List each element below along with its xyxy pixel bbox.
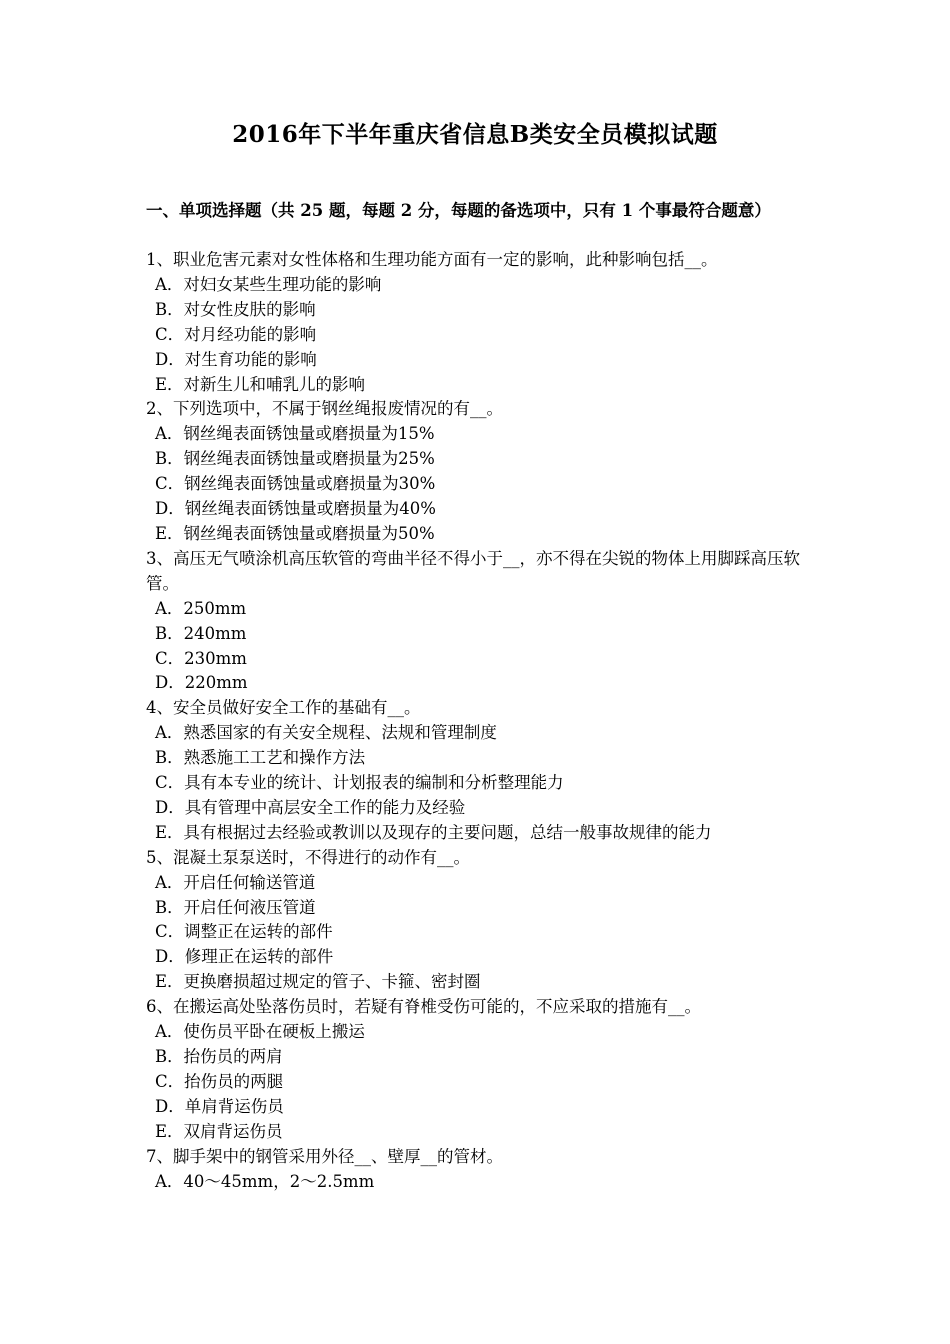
answer-option: A．250mm <box>155 598 247 618</box>
question-3 <box>146 547 810 696</box>
answer-option: B．开启任何液压管道 <box>155 897 316 917</box>
answer-option: E．更换磨损超过规定的管子、卡箍、密封圈 <box>155 972 481 992</box>
question-2 <box>146 397 810 546</box>
answer-option: C．钢丝绳表面锈蚀量或磨损量为30% <box>155 474 436 494</box>
question-list <box>146 248 810 1194</box>
answer-option: E．对新生儿和哺乳儿的影响 <box>155 374 366 394</box>
answer-option: E．具有根据过去经验或教训以及现存的主要问题，总结一般事故规律的能力 <box>155 822 712 842</box>
answer-option: D．具有管理中高层安全工作的能力及经验 <box>155 797 466 817</box>
question-6 <box>146 995 810 1144</box>
answer-option: D．220mm <box>155 673 248 693</box>
answer-option: A．使伤员平卧在硬板上搬运 <box>155 1022 365 1042</box>
question-text: 2、下列选项中，不属于钢丝绳报废情况的有__。 <box>146 399 503 419</box>
answer-option: C．对月经功能的影响 <box>155 324 317 344</box>
answer-option: B．抬伤员的两肩 <box>155 1047 283 1066</box>
answer-option: B．对女性皮肤的影响 <box>155 299 316 319</box>
answer-option: A．熟悉国家的有关安全规程、法规和管理制度 <box>155 723 497 743</box>
answer-option: B．熟悉施工工艺和操作方法 <box>155 748 366 768</box>
question-text: 1、职业危害元素对女性体格和生理功能方面有一定的影响，此种影响包括__。 <box>146 250 718 269</box>
answer-option: E．钢丝绳表面锈蚀量或磨损量为50% <box>155 523 435 543</box>
answer-option: A．钢丝绳表面锈蚀量或磨损量为15% <box>155 424 435 444</box>
answer-option: A．对妇女某些生理功能的影响 <box>155 274 382 294</box>
section-heading: 一、单项选择题（共 25 题，每题 2 分，每题的备选项中，只有 1 个事最符合题意） <box>146 201 771 220</box>
answer-option: C．具有本专业的统计、计划报表的编制和分析整理能力 <box>155 773 564 793</box>
answer-option: C．抬伤员的两腿 <box>155 1071 284 1091</box>
answer-option: D．修理正在运转的部件 <box>155 947 334 967</box>
question-1 <box>146 248 810 397</box>
answer-option: A．40～45mm，2～2.5mm <box>155 1171 375 1191</box>
question-text: 3、高压无气喷涂机高压软管的弯曲半径不得小于__，亦不得在尖锐的物体上用脚踩高压软管。 <box>146 548 800 593</box>
question-4 <box>146 696 810 845</box>
question-text: 4、安全员做好安全工作的基础有__。 <box>146 698 421 718</box>
answer-option: C．230mm <box>155 648 247 668</box>
question-text: 7、脚手架中的钢管采用外径__、壁厚__的管材。 <box>146 1146 503 1166</box>
question-7 <box>146 1145 810 1195</box>
question-text: 5、混凝土泵泵送时，不得进行的动作有__。 <box>146 847 470 867</box>
answer-option: B．钢丝绳表面锈蚀量或磨损量为25% <box>155 449 435 469</box>
answer-option: B．240mm <box>155 623 247 643</box>
question-text: 6、在搬运高处坠落伤员时，若疑有脊椎受伤可能的，不应采取的措施有__。 <box>146 997 701 1017</box>
answer-option: A．开启任何输送管道 <box>155 872 316 892</box>
answer-option: D．对生育功能的影响 <box>155 349 317 369</box>
answer-option: C．调整正在运转的部件 <box>155 922 333 942</box>
document-title: 2016年下半年重庆省信息B类安全员模拟试题 <box>232 121 718 148</box>
answer-option: E．双肩背运伤员 <box>155 1121 283 1141</box>
answer-option: D．单肩背运伤员 <box>155 1096 284 1116</box>
answer-option: D．钢丝绳表面锈蚀量或磨损量为40% <box>155 499 436 519</box>
question-5 <box>146 846 810 995</box>
